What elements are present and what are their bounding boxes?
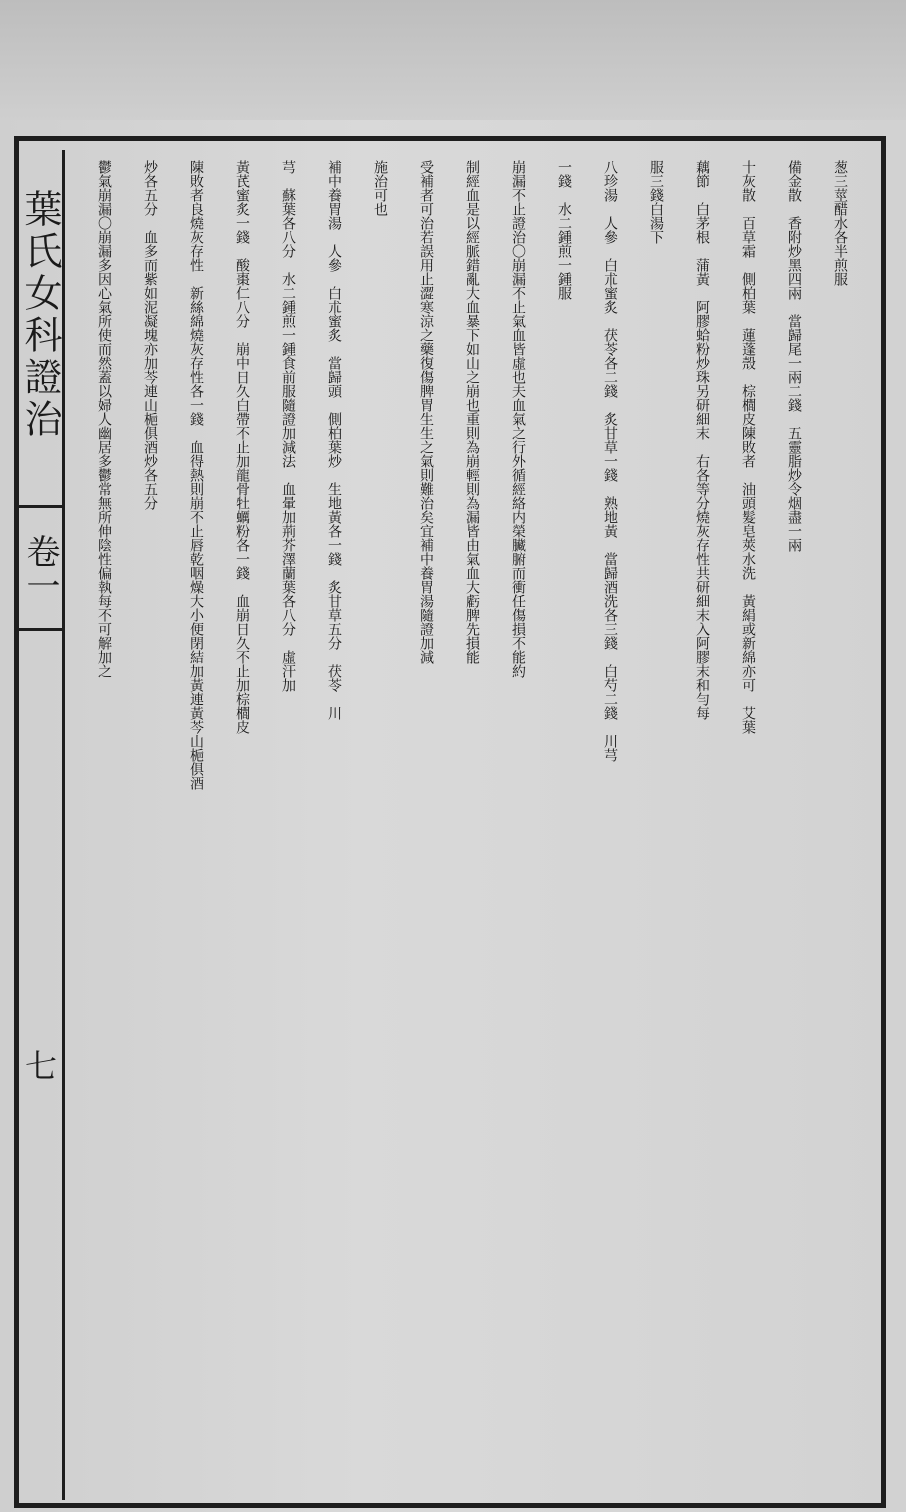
volume-label: 卷一 xyxy=(18,505,62,631)
folio-number: 七 xyxy=(20,1049,58,1081)
text-column: 一錢 水二鍾煎一鍾服 xyxy=(556,160,572,300)
text-body xyxy=(68,160,876,1500)
top-margin xyxy=(0,0,906,120)
text-column: 陳敗者良燒灰存性 新絲綿燒灰存性各一錢 血得熱則崩不止唇乾咽燥大小便閉結加黃連黃芩山梔俱酒 xyxy=(188,160,204,790)
text-column: 藕節 白茅根 蒲黃 阿膠蛤粉炒珠另研細末 右各等分燒灰存性共研細末入阿膠末和勻每 xyxy=(694,160,710,720)
text-column: 鬱氣崩漏〇崩漏多因心氣所使而然蓋以婦人幽居多鬱常無所伸陰性偏執每不可解加之 xyxy=(96,160,112,678)
text-column: 施治可也 xyxy=(372,160,388,216)
text-column: 受補者可治若誤用止澀寒涼之藥復傷脾胃生生之氣則難治矣宜補中養胃湯隨證加減 xyxy=(418,160,434,664)
text-column: 芎 蘇葉各八分 水二鍾煎一鍾食前服隨證加減法 血暈加荊芥澤蘭葉各八分 虛汗加 xyxy=(280,160,296,692)
margin-rule xyxy=(62,150,65,1500)
text-column: 十灰散 百草霜 側柏葉 蓮蓬殼 棕櫚皮陳敗者 油頭髮皂莢水洗 黃絹或新綿亦可 艾葉 xyxy=(740,160,756,734)
text-column: 備金散 香附炒黑四兩 當歸尾一兩二錢 五靈脂炒令烟盡一兩 xyxy=(786,160,802,552)
text-column: 制經血是以經脈錯亂大血暴下如山之崩也重則為崩輕則為漏皆由氣血大虧脾先損能 xyxy=(464,160,480,664)
text-column: 黃芪蜜炙一錢 酸棗仁八分 崩中日久白帶不止加龍骨牡蠣粉各一錢 血崩日久不止加棕櫚皮 xyxy=(234,160,250,734)
book-title: 葉氏女科證治 xyxy=(18,189,62,441)
text-column: 服三錢白湯下 xyxy=(648,160,664,244)
text-column: 葱三莖醋水各半煎服 xyxy=(832,160,848,286)
text-column: 炒各五分 血多而紫如泥凝塊亦加芩連山梔俱酒炒各五分 xyxy=(142,160,158,510)
text-column: 補中養胃湯 人參 白朮蜜炙 當歸頭 側柏葉炒 生地黃各一錢 炙甘草五分 茯苓 川 xyxy=(326,160,342,720)
text-column: 八珍湯 人參 白朮蜜炙 茯苓各二錢 炙甘草一錢 熟地黃 當歸酒洗各三錢 白芍二錢 川芎 xyxy=(602,160,618,762)
text-column: 崩漏不止證治〇崩漏不止氣血皆虛也夫血氣之行外循經絡内榮臟腑而衝任傷損不能約 xyxy=(510,160,526,678)
